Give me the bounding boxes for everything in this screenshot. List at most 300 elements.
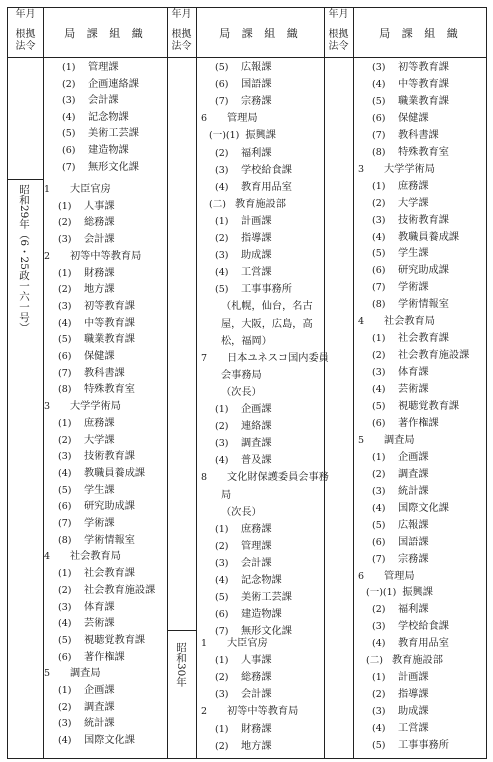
entry-number: (4) bbox=[58, 467, 72, 479]
org-title: 局 課 組 織 bbox=[219, 27, 302, 40]
entry-label: 保健課 bbox=[84, 351, 115, 362]
entry-number: 5 bbox=[358, 434, 365, 446]
entry-number: 4 bbox=[358, 316, 365, 328]
entry-number: (4) bbox=[215, 267, 229, 279]
org-entry bbox=[215, 689, 272, 701]
entry-label: 管理課 bbox=[88, 62, 119, 73]
org-entry bbox=[62, 128, 139, 140]
org-entry bbox=[366, 587, 433, 599]
org-entry bbox=[221, 387, 262, 399]
entry-label: 特殊教育室 bbox=[398, 146, 449, 158]
entry-label: 助成課 bbox=[398, 706, 429, 718]
entry-label: 統計課 bbox=[398, 485, 429, 497]
entry-number: (1) bbox=[372, 180, 386, 192]
org-entry bbox=[201, 706, 298, 718]
entry-number: (6) bbox=[58, 351, 72, 362]
entry-number: (4) bbox=[58, 735, 72, 747]
entry-number: (1) bbox=[372, 333, 386, 345]
entry-number: 6 bbox=[358, 570, 365, 582]
year-header: 年月 bbox=[328, 9, 349, 20]
entry-label: 中等教育課 bbox=[84, 317, 135, 329]
entry-number: (6) bbox=[58, 501, 72, 513]
org-entry bbox=[201, 638, 268, 650]
entry-label: 大学課 bbox=[84, 434, 115, 446]
org-entry bbox=[215, 284, 292, 296]
entry-number: (5) bbox=[215, 592, 229, 604]
entry-number: (2) bbox=[58, 434, 72, 446]
org-entry bbox=[372, 486, 429, 498]
entry-number: (3) bbox=[215, 250, 229, 262]
entry-label: 社会教育局 bbox=[384, 316, 435, 328]
org-entry bbox=[215, 524, 272, 536]
org-entry bbox=[372, 96, 449, 108]
entry-label: 初等中等教育局 bbox=[70, 250, 142, 262]
org-entry bbox=[372, 469, 429, 481]
entry-label: 調査局 bbox=[384, 434, 415, 446]
entry-label: 広報課 bbox=[241, 62, 272, 73]
org-entry bbox=[372, 248, 429, 260]
entry-number: (2) bbox=[62, 78, 76, 90]
divider bbox=[196, 7, 197, 759]
org-entry bbox=[372, 181, 429, 193]
org-entry bbox=[215, 148, 272, 160]
era-label: 昭和30年 bbox=[175, 642, 187, 687]
entry-label: 人事課 bbox=[84, 200, 115, 212]
entry-label: 体育課 bbox=[398, 367, 429, 379]
era-rule bbox=[167, 630, 196, 631]
entry-label: 普及課 bbox=[241, 455, 272, 467]
org-entry bbox=[215, 575, 282, 587]
entry-number: (3) bbox=[372, 485, 386, 497]
entry-label: 庶務課 bbox=[241, 523, 272, 535]
entry-label: 技術教育課 bbox=[84, 451, 135, 463]
entry-label: 会計課 bbox=[241, 689, 272, 701]
entry-label: 企画課 bbox=[241, 404, 272, 415]
entry-label: 財務課 bbox=[241, 723, 272, 735]
org-entry bbox=[215, 541, 272, 553]
entry-label: （次長） bbox=[221, 506, 262, 518]
org-entry bbox=[209, 199, 286, 211]
entry-number: (3) bbox=[372, 621, 386, 633]
entry-label: 教科書課 bbox=[398, 129, 439, 141]
org-entry bbox=[215, 216, 272, 228]
entry-label: 学術情報室 bbox=[84, 534, 135, 546]
entry-number: (3) bbox=[215, 557, 229, 569]
org-entry bbox=[44, 251, 141, 263]
org-entry bbox=[215, 182, 292, 194]
entry-number: (4) bbox=[372, 638, 386, 650]
entry-number: (3) bbox=[215, 689, 229, 701]
org-entry bbox=[215, 250, 272, 262]
entry-label: 著作権課 bbox=[398, 417, 439, 429]
entry-number: (3) bbox=[372, 706, 386, 718]
org-entry bbox=[58, 268, 115, 280]
entry-number: (5) bbox=[58, 334, 72, 346]
entry-label: 福利課 bbox=[241, 147, 272, 159]
entry-number: (7) bbox=[372, 129, 386, 141]
org-entry bbox=[372, 147, 449, 159]
entry-number: (3) bbox=[58, 234, 72, 246]
entry-number: (7) bbox=[62, 161, 76, 173]
entry-number: (6) bbox=[215, 609, 229, 621]
year-header: 年月 bbox=[15, 9, 36, 20]
entry-label: 学術課 bbox=[84, 518, 115, 529]
entry-number: (3) bbox=[62, 95, 76, 107]
org-entry bbox=[372, 299, 449, 311]
entry-number: (2) bbox=[58, 217, 72, 229]
org-entry bbox=[58, 451, 135, 463]
entry-label: 調査局 bbox=[70, 668, 101, 680]
entry-label: 学術情報室 bbox=[398, 299, 449, 311]
entry-label: 工営課 bbox=[398, 723, 429, 735]
org-entry bbox=[372, 265, 449, 277]
entry-number: (1) bbox=[58, 417, 72, 429]
org-entry bbox=[358, 316, 435, 328]
entry-number: (2) bbox=[372, 689, 386, 701]
entry-number: (1) bbox=[215, 723, 229, 735]
entry-number: (5) bbox=[58, 484, 72, 496]
org-entry bbox=[58, 468, 145, 480]
entry-label: 指導課 bbox=[241, 233, 272, 244]
org-entry bbox=[44, 551, 121, 563]
entry-number: (8) bbox=[58, 534, 72, 546]
org-entry bbox=[201, 472, 329, 484]
entry-label: 大臣官房 bbox=[227, 638, 268, 649]
org-entry bbox=[58, 301, 135, 313]
entry-number: (2) bbox=[58, 584, 72, 596]
entry-label: 国際文化課 bbox=[84, 735, 135, 747]
entry-number: (6) bbox=[62, 145, 76, 156]
entry-number: (1) bbox=[215, 523, 229, 535]
entry-number: 7 bbox=[201, 352, 208, 364]
entry-number: (3) bbox=[58, 601, 72, 613]
entry-label: 総務課 bbox=[84, 217, 115, 229]
entry-number: (2) bbox=[372, 468, 386, 480]
entry-number: (7) bbox=[215, 626, 229, 638]
entry-label: 庶務課 bbox=[398, 180, 429, 192]
divider bbox=[353, 7, 354, 759]
org-entry bbox=[372, 638, 449, 650]
entry-number: 2 bbox=[44, 250, 51, 262]
entry-number: (5) bbox=[58, 634, 72, 646]
header-rule bbox=[7, 57, 487, 58]
entry-label: 福利課 bbox=[398, 604, 429, 616]
org-entry bbox=[62, 79, 139, 91]
entry-label: 計画課 bbox=[241, 215, 272, 227]
entry-number: (6) bbox=[372, 536, 386, 548]
org-entry bbox=[215, 404, 272, 416]
entry-number: (1) bbox=[215, 215, 229, 227]
org-entry bbox=[201, 353, 329, 365]
org-entry bbox=[58, 718, 115, 730]
org-entry bbox=[58, 702, 115, 714]
entry-number: (7) bbox=[58, 518, 72, 529]
entry-number: (2) bbox=[372, 197, 386, 209]
entry-number: (4) bbox=[215, 575, 229, 586]
entry-label: 宗務課 bbox=[241, 96, 272, 108]
entry-number: (二) bbox=[209, 198, 226, 210]
org-entry bbox=[58, 217, 115, 229]
entry-label: 会計課 bbox=[84, 234, 115, 246]
entry-label: 学生課 bbox=[84, 484, 115, 496]
entry-label: 会計課 bbox=[241, 557, 272, 569]
entry-label: 日本ユネスコ国内委員 bbox=[227, 352, 329, 364]
entry-label: 国際文化課 bbox=[398, 502, 449, 514]
entry-label: 地方課 bbox=[84, 284, 115, 296]
basis-header-2: 法令 bbox=[15, 41, 36, 52]
org-entry bbox=[58, 501, 135, 513]
org-entry bbox=[215, 165, 292, 177]
entry-number: (2) bbox=[215, 233, 229, 244]
org-entry bbox=[215, 267, 272, 279]
org-entry bbox=[62, 162, 139, 174]
entry-number: (1) bbox=[58, 685, 72, 696]
org-entry bbox=[372, 537, 429, 549]
org-entry bbox=[372, 604, 429, 616]
entry-number: (4) bbox=[372, 384, 386, 396]
org-entry bbox=[372, 672, 429, 684]
org-entry bbox=[215, 558, 272, 570]
entry-number: (8) bbox=[372, 146, 386, 158]
entry-label: 社会教育局 bbox=[70, 551, 121, 563]
org-entry bbox=[58, 485, 115, 497]
entry-label: 大学学術局 bbox=[70, 401, 121, 413]
entry-label: 広報課 bbox=[398, 519, 429, 531]
entry-label: 初等教育課 bbox=[398, 62, 449, 73]
basis-header-1: 根拠 bbox=[15, 29, 36, 40]
org-entry bbox=[372, 503, 449, 515]
entry-label: 調査課 bbox=[241, 438, 272, 450]
org-entry bbox=[58, 685, 115, 697]
org-entry bbox=[58, 201, 115, 213]
entry-label: 学校給食課 bbox=[398, 621, 449, 633]
entry-label: 美術工芸課 bbox=[241, 592, 292, 604]
entry-number: (8) bbox=[372, 299, 386, 311]
org-entry bbox=[58, 735, 135, 747]
org-entry bbox=[221, 336, 272, 348]
org-entry bbox=[221, 507, 262, 519]
entry-label: 無形文化課 bbox=[88, 161, 139, 173]
org-entry bbox=[372, 520, 429, 532]
entry-label: 財務課 bbox=[84, 267, 115, 279]
entry-number: 8 bbox=[201, 472, 208, 484]
entry-label: 社会教育施設課 bbox=[398, 350, 470, 362]
entry-label: 著作権課 bbox=[84, 651, 125, 663]
entry-label: 教育施設部 bbox=[235, 198, 286, 210]
org-entry bbox=[372, 384, 429, 396]
entry-label: 無形文化課 bbox=[241, 626, 292, 638]
entry-number: 3 bbox=[358, 163, 365, 175]
entry-label: 国語課 bbox=[398, 536, 429, 548]
entry-number: (8) bbox=[58, 384, 72, 396]
divider bbox=[43, 7, 44, 759]
entry-number: (3) bbox=[215, 164, 229, 176]
entry-label: 管理局 bbox=[227, 113, 258, 125]
org-entry bbox=[372, 367, 429, 379]
entry-number: (1) bbox=[372, 451, 386, 463]
entry-label: 芸術課 bbox=[398, 384, 429, 396]
entry-label: 美術工芸課 bbox=[88, 128, 139, 140]
org-entry bbox=[58, 568, 135, 580]
org-entry bbox=[209, 130, 276, 142]
entry-number: 6 bbox=[201, 113, 208, 125]
entry-label: 教育用品室 bbox=[241, 181, 292, 193]
entry-number: (4) bbox=[372, 723, 386, 735]
entry-number: (5) bbox=[372, 519, 386, 531]
org-entry bbox=[372, 350, 469, 362]
basis-header-2: 法令 bbox=[328, 41, 349, 52]
entry-label: 文化財保護委員会事務 bbox=[227, 472, 329, 484]
org-entry bbox=[358, 164, 435, 176]
entry-label: 工営課 bbox=[241, 267, 272, 279]
entry-label: 学術課 bbox=[398, 282, 429, 294]
entry-label: 社会教育施設課 bbox=[84, 584, 156, 596]
entry-number: (1) bbox=[58, 267, 72, 279]
entry-number: (一)(1) bbox=[209, 130, 240, 142]
org-entry bbox=[62, 95, 119, 107]
entry-label: 建造物課 bbox=[241, 609, 282, 621]
entry-label: 研究助成課 bbox=[398, 265, 449, 277]
entry-label: 総務課 bbox=[241, 672, 272, 684]
entry-number: (7) bbox=[215, 96, 229, 108]
org-entry bbox=[372, 418, 439, 430]
entry-number: (4) bbox=[58, 618, 72, 630]
org-entry bbox=[372, 554, 429, 566]
entry-label: 宗務課 bbox=[398, 553, 429, 565]
entry-number: (1) bbox=[58, 200, 72, 212]
entry-label: 松，福岡） bbox=[221, 335, 272, 347]
entry-label: 教職員養成課 bbox=[84, 467, 146, 479]
org-entry bbox=[58, 652, 125, 664]
entry-number: (1) bbox=[62, 62, 76, 73]
entry-label: 視聴覚教育課 bbox=[398, 401, 460, 412]
entry-number: (2) bbox=[58, 284, 72, 296]
entry-label: 中等教育課 bbox=[398, 78, 449, 90]
entry-number: (5) bbox=[215, 62, 229, 73]
entry-number: (2) bbox=[215, 672, 229, 684]
entry-label: 芸術課 bbox=[84, 618, 115, 630]
entry-label: 学生課 bbox=[398, 248, 429, 260]
org-entry bbox=[372, 706, 429, 718]
entry-label: 企画課 bbox=[84, 685, 115, 696]
entry-label: 記念物課 bbox=[241, 575, 282, 586]
entry-number: (4) bbox=[58, 317, 72, 329]
entry-label: （札幌，仙台，名古 bbox=[221, 301, 313, 313]
entry-number: (7) bbox=[58, 367, 72, 379]
org-entry bbox=[215, 655, 272, 667]
org-entry bbox=[62, 145, 129, 157]
org-entry bbox=[372, 401, 459, 413]
entry-number: (4) bbox=[372, 502, 386, 514]
entry-label: 連絡課 bbox=[241, 421, 272, 433]
org-entry bbox=[58, 535, 135, 547]
org-entry bbox=[215, 79, 272, 91]
entry-label: 教育用品室 bbox=[398, 638, 449, 650]
entry-label: 視聴覚教育課 bbox=[84, 634, 146, 646]
entry-label: 建造物課 bbox=[88, 145, 129, 156]
org-entry bbox=[58, 318, 135, 330]
org-entry bbox=[44, 668, 101, 680]
org-entry bbox=[62, 62, 119, 74]
entry-number: (1) bbox=[58, 568, 72, 580]
org-entry bbox=[215, 626, 292, 638]
org-entry bbox=[215, 724, 272, 736]
org-entry bbox=[221, 319, 313, 331]
entry-label: 技術教育課 bbox=[398, 214, 449, 226]
entry-label: 社会教育課 bbox=[84, 568, 135, 580]
entry-label: 管理局 bbox=[384, 570, 415, 582]
entry-label: 職業教育課 bbox=[398, 95, 449, 107]
entry-number: 2 bbox=[201, 706, 208, 718]
entry-number: (5) bbox=[372, 248, 386, 260]
entry-label: 教育施設部 bbox=[392, 655, 443, 667]
entry-label: 振興課 bbox=[245, 130, 276, 142]
org-entry bbox=[372, 79, 449, 91]
entry-number: (1) bbox=[215, 404, 229, 415]
entry-label: 社会教育課 bbox=[398, 333, 449, 345]
entry-label: 記念物課 bbox=[88, 111, 129, 123]
entry-number: (2) bbox=[58, 701, 72, 713]
org-entry bbox=[215, 62, 272, 74]
entry-label: 体育課 bbox=[84, 601, 115, 613]
org-entry bbox=[215, 96, 272, 108]
basis-header-1: 根拠 bbox=[171, 29, 192, 40]
org-entry bbox=[372, 130, 439, 142]
entry-number: (2) bbox=[215, 147, 229, 159]
entry-label: 会計課 bbox=[88, 95, 119, 107]
entry-label: 計画課 bbox=[398, 672, 429, 684]
org-entry bbox=[358, 435, 415, 447]
org-title: 局 課 組 織 bbox=[379, 27, 462, 40]
entry-label: 管理課 bbox=[241, 540, 272, 552]
entry-label: （次長） bbox=[221, 386, 262, 398]
entry-number: (4) bbox=[215, 455, 229, 467]
org-entry bbox=[58, 334, 135, 346]
entry-number: (2) bbox=[215, 740, 229, 752]
org-entry bbox=[366, 655, 443, 667]
entry-number: (5) bbox=[372, 95, 386, 107]
org-entry bbox=[58, 418, 115, 430]
entry-label: 企画課 bbox=[398, 451, 429, 463]
org-title: 局 課 組 織 bbox=[64, 27, 147, 40]
entry-label: 大学学術局 bbox=[384, 163, 435, 175]
org-entry bbox=[215, 592, 292, 604]
entry-number: 4 bbox=[44, 551, 51, 563]
entry-number: (3) bbox=[372, 214, 386, 226]
org-entry bbox=[58, 284, 115, 296]
entry-label: 大学課 bbox=[398, 197, 429, 209]
entry-number: (7) bbox=[372, 553, 386, 565]
entry-label: 教職員養成課 bbox=[398, 231, 460, 243]
entry-number: (5) bbox=[62, 128, 76, 140]
org-entry bbox=[372, 689, 429, 701]
entry-label: 初等教育課 bbox=[84, 300, 135, 312]
org-entry bbox=[215, 672, 272, 684]
org-entry bbox=[58, 384, 135, 396]
org-entry bbox=[372, 113, 429, 125]
org-entry bbox=[372, 740, 449, 752]
entry-number: (4) bbox=[62, 111, 76, 123]
entry-number: (3) bbox=[58, 718, 72, 730]
entry-number: (5) bbox=[372, 740, 386, 751]
entry-label: 保健課 bbox=[398, 112, 429, 124]
org-entry bbox=[215, 233, 272, 245]
entry-number: 3 bbox=[44, 401, 51, 413]
entry-number: (2) bbox=[215, 421, 229, 433]
entry-number: (2) bbox=[372, 350, 386, 362]
org-entry bbox=[372, 723, 429, 735]
entry-number: 1 bbox=[44, 184, 51, 195]
